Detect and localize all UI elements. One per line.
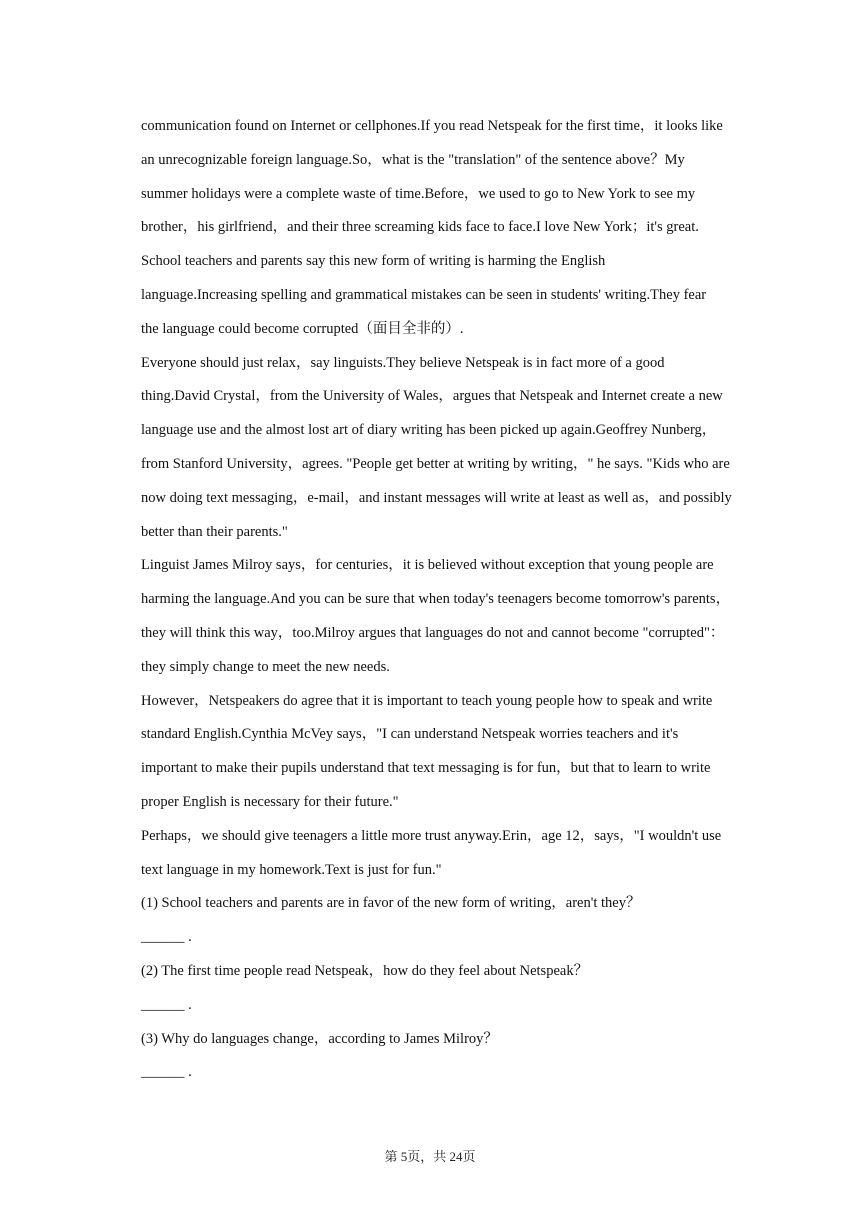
document-text-line: from Stanford University，agrees. "People get better at writing by writing，" he says. "Kids who are [141, 455, 730, 472]
document-text-line: Everyone should just relax，say linguists.They believe Netspeak is in fact more of a good [141, 354, 665, 371]
document-text-line: ______ . [141, 1064, 192, 1081]
document-text-line: text language in my homework.Text is just for fun." [141, 861, 442, 878]
document-text-line: they will think this way，too.Milroy argues that languages do not and cannot become "corrupted"： [141, 624, 725, 641]
document-body [141, 110, 753, 1090]
document-text-line: important to make their pupils understand that text messaging is for fun，but that to learn to write [141, 760, 711, 777]
document-text-line: brother，his girlfriend，and their three screaming kids face to face.I love New York；it's great. [141, 219, 699, 236]
document-text-line: Perhaps，we should give teenagers a little more trust anyway.Erin，age 12，says，"I wouldn't use [141, 827, 722, 844]
document-text-line: (2) The first time people read Netspeak，how do they feel about Netspeak？ [141, 962, 589, 979]
document-text-line: now doing text messaging，e-mail，and instant messages will write at least as well as，and possibly [141, 489, 732, 506]
document-text-line: the language could become corrupted（面目全非的）. [141, 320, 464, 337]
document-text-line: they simply change to meet the new needs. [141, 658, 390, 675]
document-text-line: summer holidays were a complete waste of time.Before，we used to go to New York to see my [141, 185, 696, 202]
document-text-line: ______ . [141, 929, 192, 946]
document-text-line: harming the language.And you can be sure that when today's teenagers become tomorrow's parents， [141, 591, 731, 608]
document-text-line: Linguist James Milroy says，for centuries，it is believed without exception that young people are [141, 557, 714, 574]
document-text-line: an unrecognizable foreign language.So，what is the "translation" of the sentence above？My [141, 151, 685, 168]
document-text-line: communication found on Internet or cellphones.If you read Netspeak for the first time，it looks like [141, 118, 723, 134]
document-text-line: thing.David Crystal，from the University of Wales，argues that Netspeak and Internet create a new [141, 388, 723, 405]
document-text-line: standard English.Cynthia McVey says，"I can understand Netspeak worries teachers and it's [141, 726, 679, 743]
document-text-line: (3) Why do languages change，according to James Milroy？ [141, 1030, 498, 1047]
document-text-line: ______ . [141, 996, 192, 1013]
document-text-line: However，Netspeakers do agree that it is important to teach young people how to speak and write [141, 692, 713, 709]
document-text-line: School teachers and parents say this new form of writing is harming the English [141, 253, 606, 270]
page-number-footer: 第 5页，共 24页 [384, 1149, 476, 1164]
document-text-line: language.Increasing spelling and grammatical mistakes can be seen in students' writing.They fear [141, 286, 707, 303]
document-text-line: proper English is necessary for their future." [141, 793, 399, 810]
document-text-line: better than their parents." [141, 523, 288, 540]
document-text-line: (1) School teachers and parents are in favor of the new form of writing，aren't they？ [141, 895, 641, 912]
document-text-line: language use and the almost lost art of diary writing has been picked up again.Geoffrey Nunberg， [141, 422, 717, 439]
